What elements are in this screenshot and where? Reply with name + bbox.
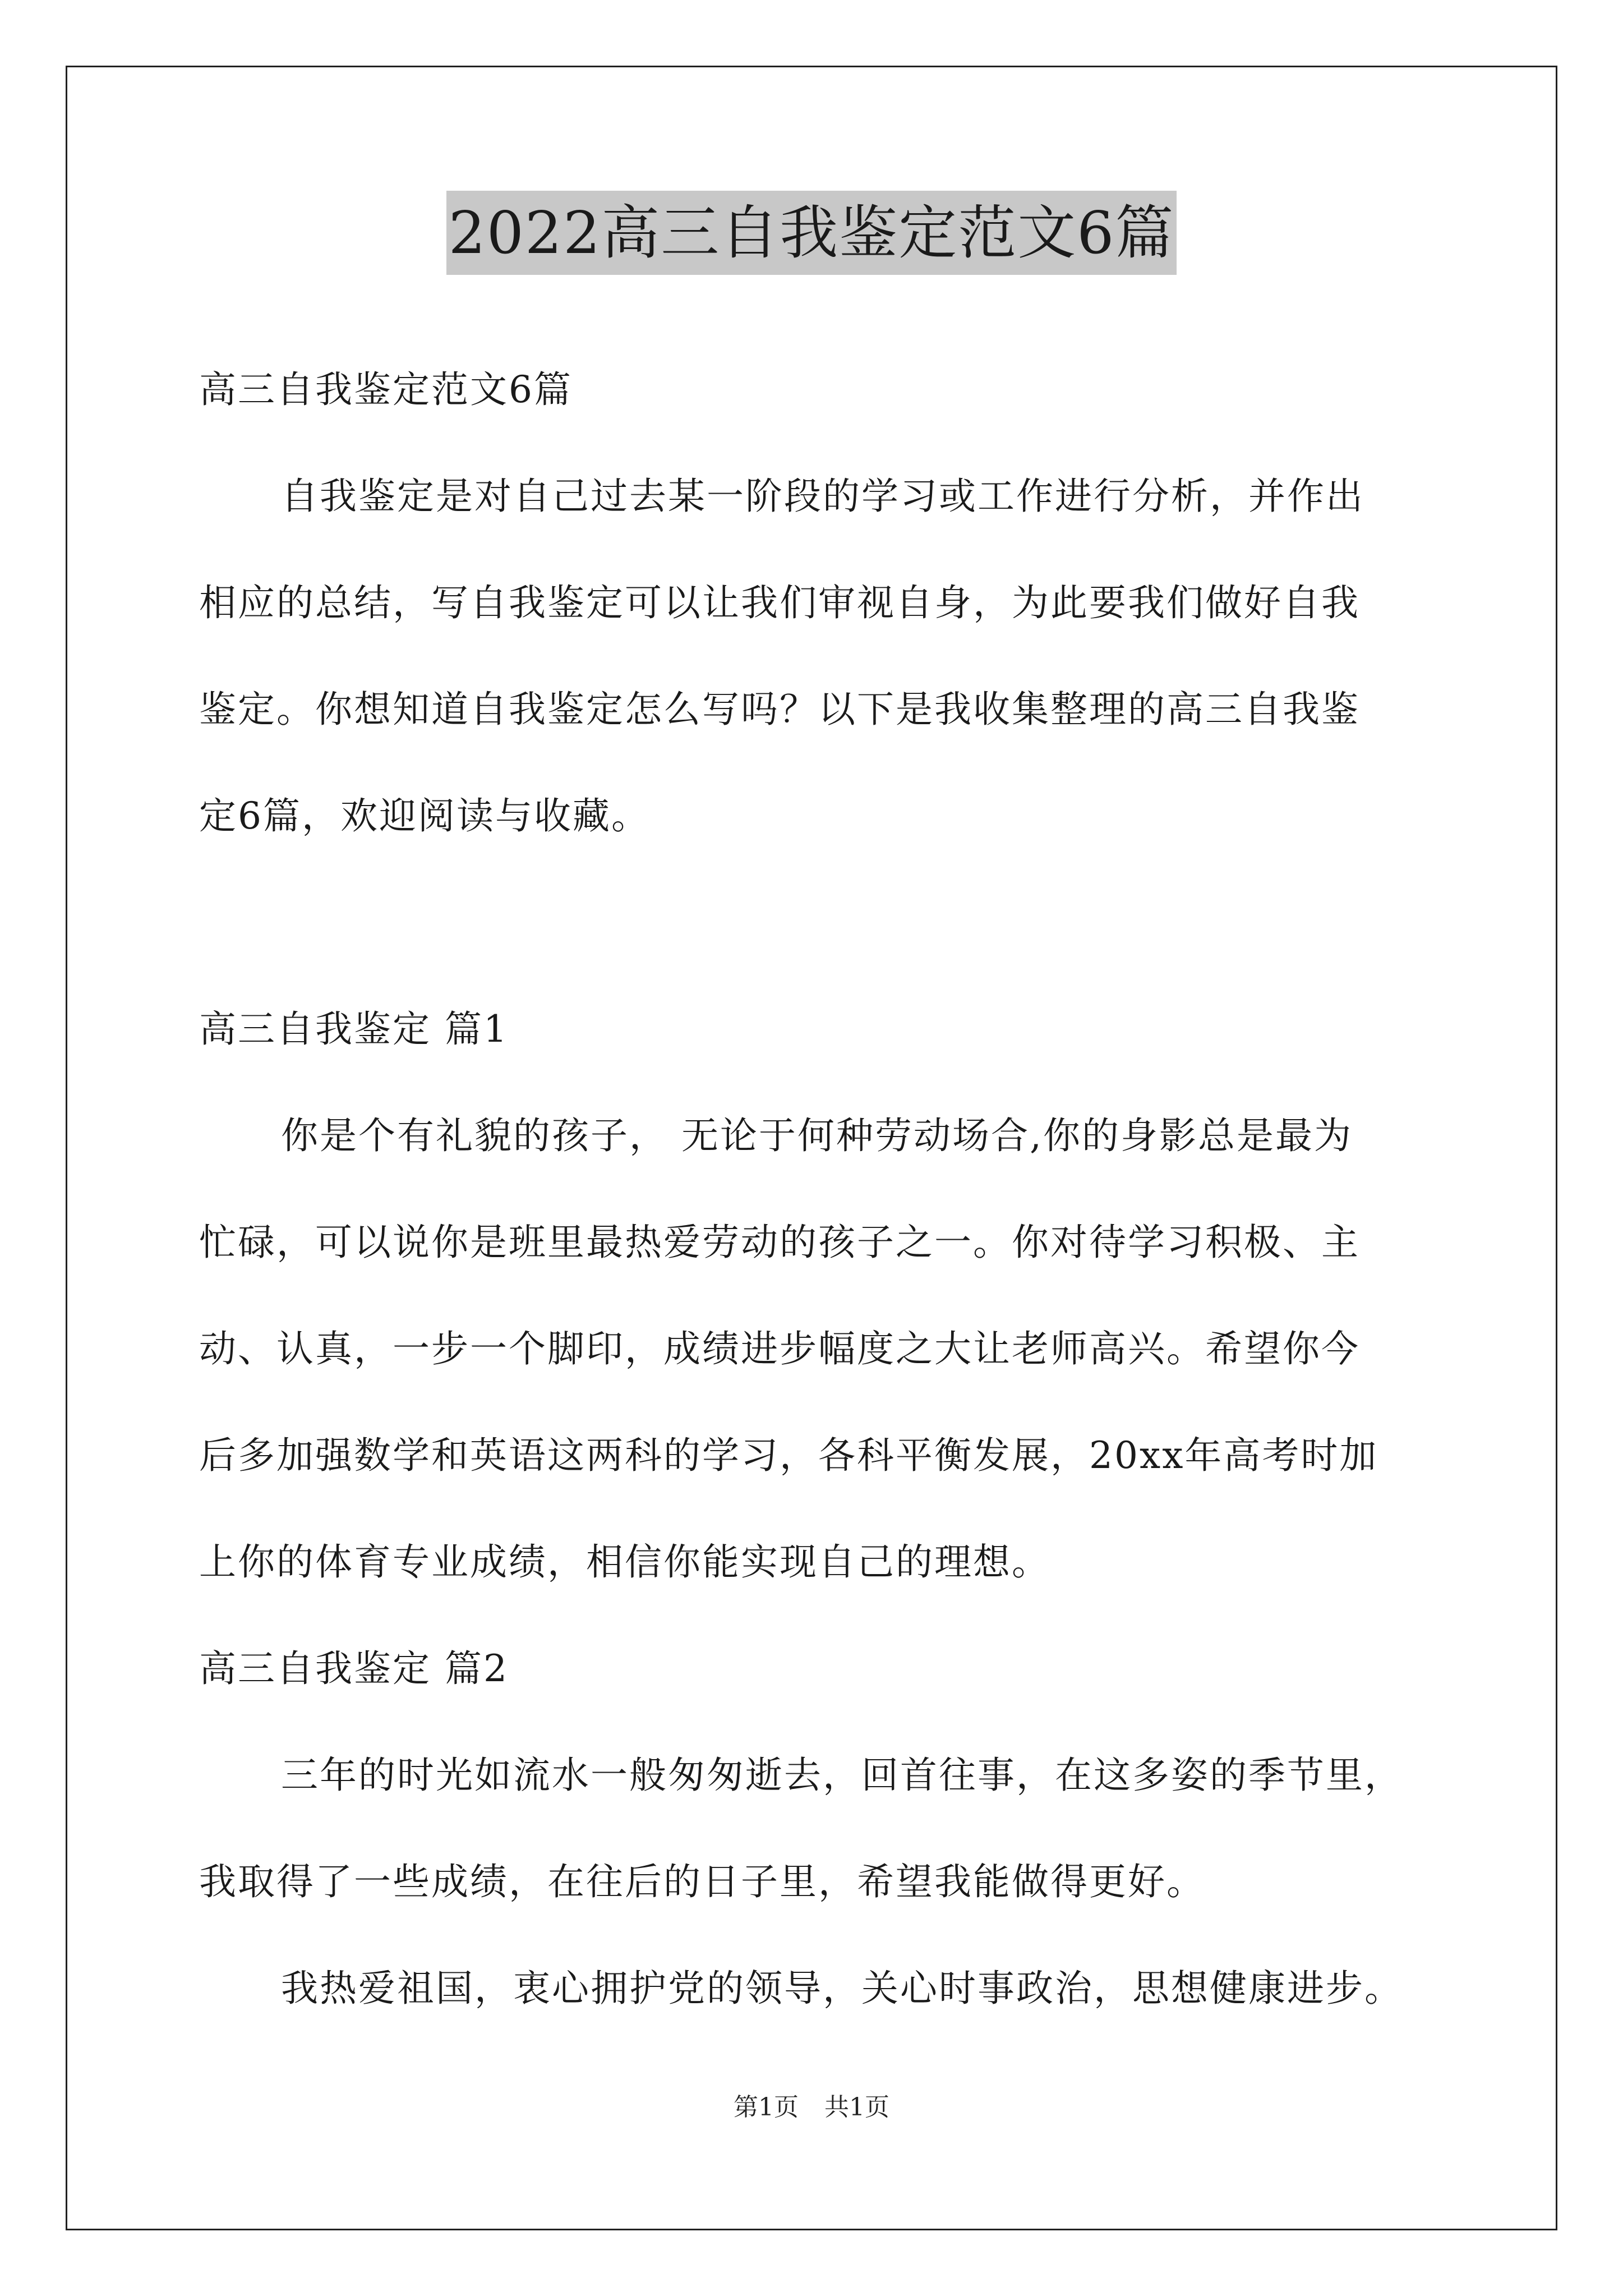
- section-line: 三年的时光如流水一般匆匆逝去，回首往事，在这多姿的季节里，: [281, 1754, 1403, 1797]
- section-line: 动、认真，一步一个脚印，成绩进步幅度之大让老师高兴。希望你今: [199, 1327, 1360, 1370]
- subtitle: 高三自我鉴定范文6篇: [199, 368, 573, 411]
- intro-line: 自我鉴定是对自己过去某一阶段的学习或工作进行分析，并作出: [281, 475, 1364, 518]
- section-line: 我取得了一些成绩，在往后的日子里，希望我能做得更好。: [199, 1860, 1205, 1903]
- section-heading: 高三自我鉴定 篇1: [199, 1007, 509, 1051]
- section-line: 我热爱祖国，衷心拥护党的领导，关心时事政治，思想健康进步。: [281, 1967, 1403, 2010]
- page-total: 共1页: [824, 2093, 889, 2122]
- document-title: 2022高三自我鉴定范文6篇: [446, 191, 1177, 275]
- section-line: 上你的体育专业成绩，相信你能实现自己的理想。: [199, 1540, 1050, 1584]
- intro-line: 相应的总结，写自我鉴定可以让我们审视自身，为此要我们做好自我: [199, 581, 1360, 624]
- document-body: [199, 337, 1433, 2042]
- intro-line: 定6篇，欢迎阅读与收藏。: [199, 794, 650, 838]
- section-heading: 高三自我鉴定 篇2: [199, 1647, 509, 1690]
- section-line: 忙碌，可以说你是班里最热爱劳动的孩子之一。你对待学习积极、主: [199, 1221, 1360, 1264]
- title-container: [0, 191, 1623, 275]
- page-number: 第1页: [734, 2093, 799, 2122]
- page-footer: [0, 2087, 1623, 2123]
- intro-line: 鉴定。你想知道自我鉴定怎么写吗？以下是我收集整理的高三自我鉴: [199, 688, 1360, 731]
- section-line: 后多加强数学和英语这两科的学习，各科平衡发展，20xx年高考时加: [199, 1434, 1378, 1477]
- section-line: 你是个有礼貌的孩子， 无论于何种劳动场合,你的身影总是最为: [281, 1114, 1353, 1157]
- spacer: [199, 869, 1433, 976]
